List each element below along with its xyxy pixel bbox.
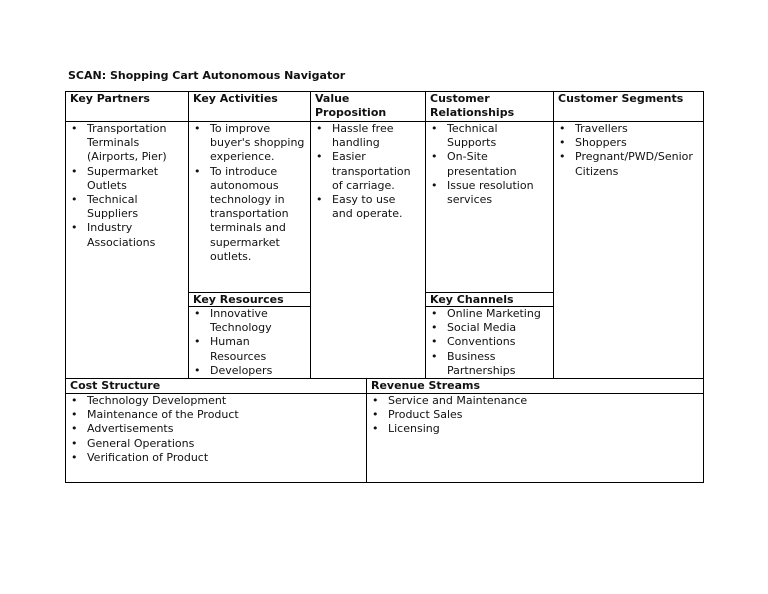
- key-partners-heading: Key Partners: [70, 92, 150, 105]
- list-item: • Issue resolution services: [426, 179, 541, 207]
- key-resources-heading: Key Resources: [193, 293, 284, 306]
- value-proposition-list: [311, 122, 419, 221]
- list-item: • Licensing: [367, 422, 703, 436]
- list-item: • Industry Associations: [66, 221, 188, 249]
- list-item: • Service and Maintenance: [367, 394, 703, 408]
- key-channels-section: [426, 293, 553, 307]
- cost-structure-heading: Cost Structure: [70, 379, 161, 392]
- customer-relationships-list: [426, 122, 541, 207]
- list-item: • Social Media: [426, 321, 553, 335]
- customer-segments-section: [554, 92, 703, 106]
- list-item: • Pregnant/PWD/Senior Citizens: [554, 150, 703, 178]
- customer-relationships-heading: Customer Relationships: [430, 92, 515, 119]
- key-resources-list: [189, 307, 306, 378]
- cost-structure-section: [66, 379, 366, 393]
- customer-segments-list: [554, 122, 703, 179]
- value-proposition-section: [311, 92, 425, 120]
- list-item: • Business Partnerships: [426, 350, 553, 378]
- table-border-bottom: [65, 482, 704, 483]
- key-channels-list: [426, 307, 553, 378]
- list-item: • Conventions: [426, 335, 553, 349]
- list-item: • Product Sales: [367, 408, 703, 422]
- list-item: • Human Resources: [189, 335, 306, 363]
- list-item: • Online Marketing: [426, 307, 553, 321]
- key-activities-list: [189, 122, 306, 264]
- list-item: • Maintenance of the Product: [66, 408, 366, 422]
- list-item: • Developers: [189, 364, 306, 378]
- list-item: • Technical Supports: [426, 122, 541, 150]
- value-proposition-heading: Value Proposition: [315, 92, 387, 119]
- revenue-streams-section: [367, 379, 703, 393]
- customer-segments-heading: Customer Segments: [558, 92, 684, 105]
- table-border-right: [703, 91, 704, 483]
- list-item: • Technical Suppliers: [66, 193, 188, 221]
- key-partners-list: [66, 122, 188, 250]
- list-item: • Innovative Technology: [189, 307, 306, 335]
- list-item: • Technology Development: [66, 394, 366, 408]
- list-item: • Shoppers: [554, 136, 703, 150]
- list-item: • Travellers: [554, 122, 703, 136]
- key-resources-section: [189, 293, 310, 307]
- list-item: • To improve buyer's shopping experience.: [189, 122, 306, 165]
- revenue-streams-list: [367, 394, 703, 437]
- list-item: • Hassle free handling: [311, 122, 419, 150]
- key-activities-heading: Key Activities: [193, 92, 278, 105]
- revenue-streams-heading: Revenue Streams: [371, 379, 481, 392]
- list-item: • Transportation Terminals (Airports, Pier): [66, 122, 188, 165]
- key-channels-heading: Key Channels: [430, 293, 514, 306]
- key-partners-section: [66, 92, 188, 106]
- list-item: • Easier transportation of carriage.: [311, 150, 419, 193]
- list-item: • Advertisements: [66, 422, 366, 436]
- list-item: • Easy to use and operate.: [311, 193, 419, 221]
- cost-structure-list: [66, 394, 366, 465]
- list-item: • On-Site presentation: [426, 150, 541, 178]
- list-item: • General Operations: [66, 437, 366, 451]
- customer-relationships-section: [426, 92, 553, 120]
- list-item: • Verification of Product: [66, 451, 366, 465]
- list-item: • To introduce autonomous technology in transportation terminals and supermarket outlets.: [189, 165, 306, 264]
- page-title: SCAN: Shopping Cart Autonomous Navigator: [68, 69, 346, 82]
- key-activities-section: [189, 92, 310, 106]
- list-item: • Supermarket Outlets: [66, 165, 188, 193]
